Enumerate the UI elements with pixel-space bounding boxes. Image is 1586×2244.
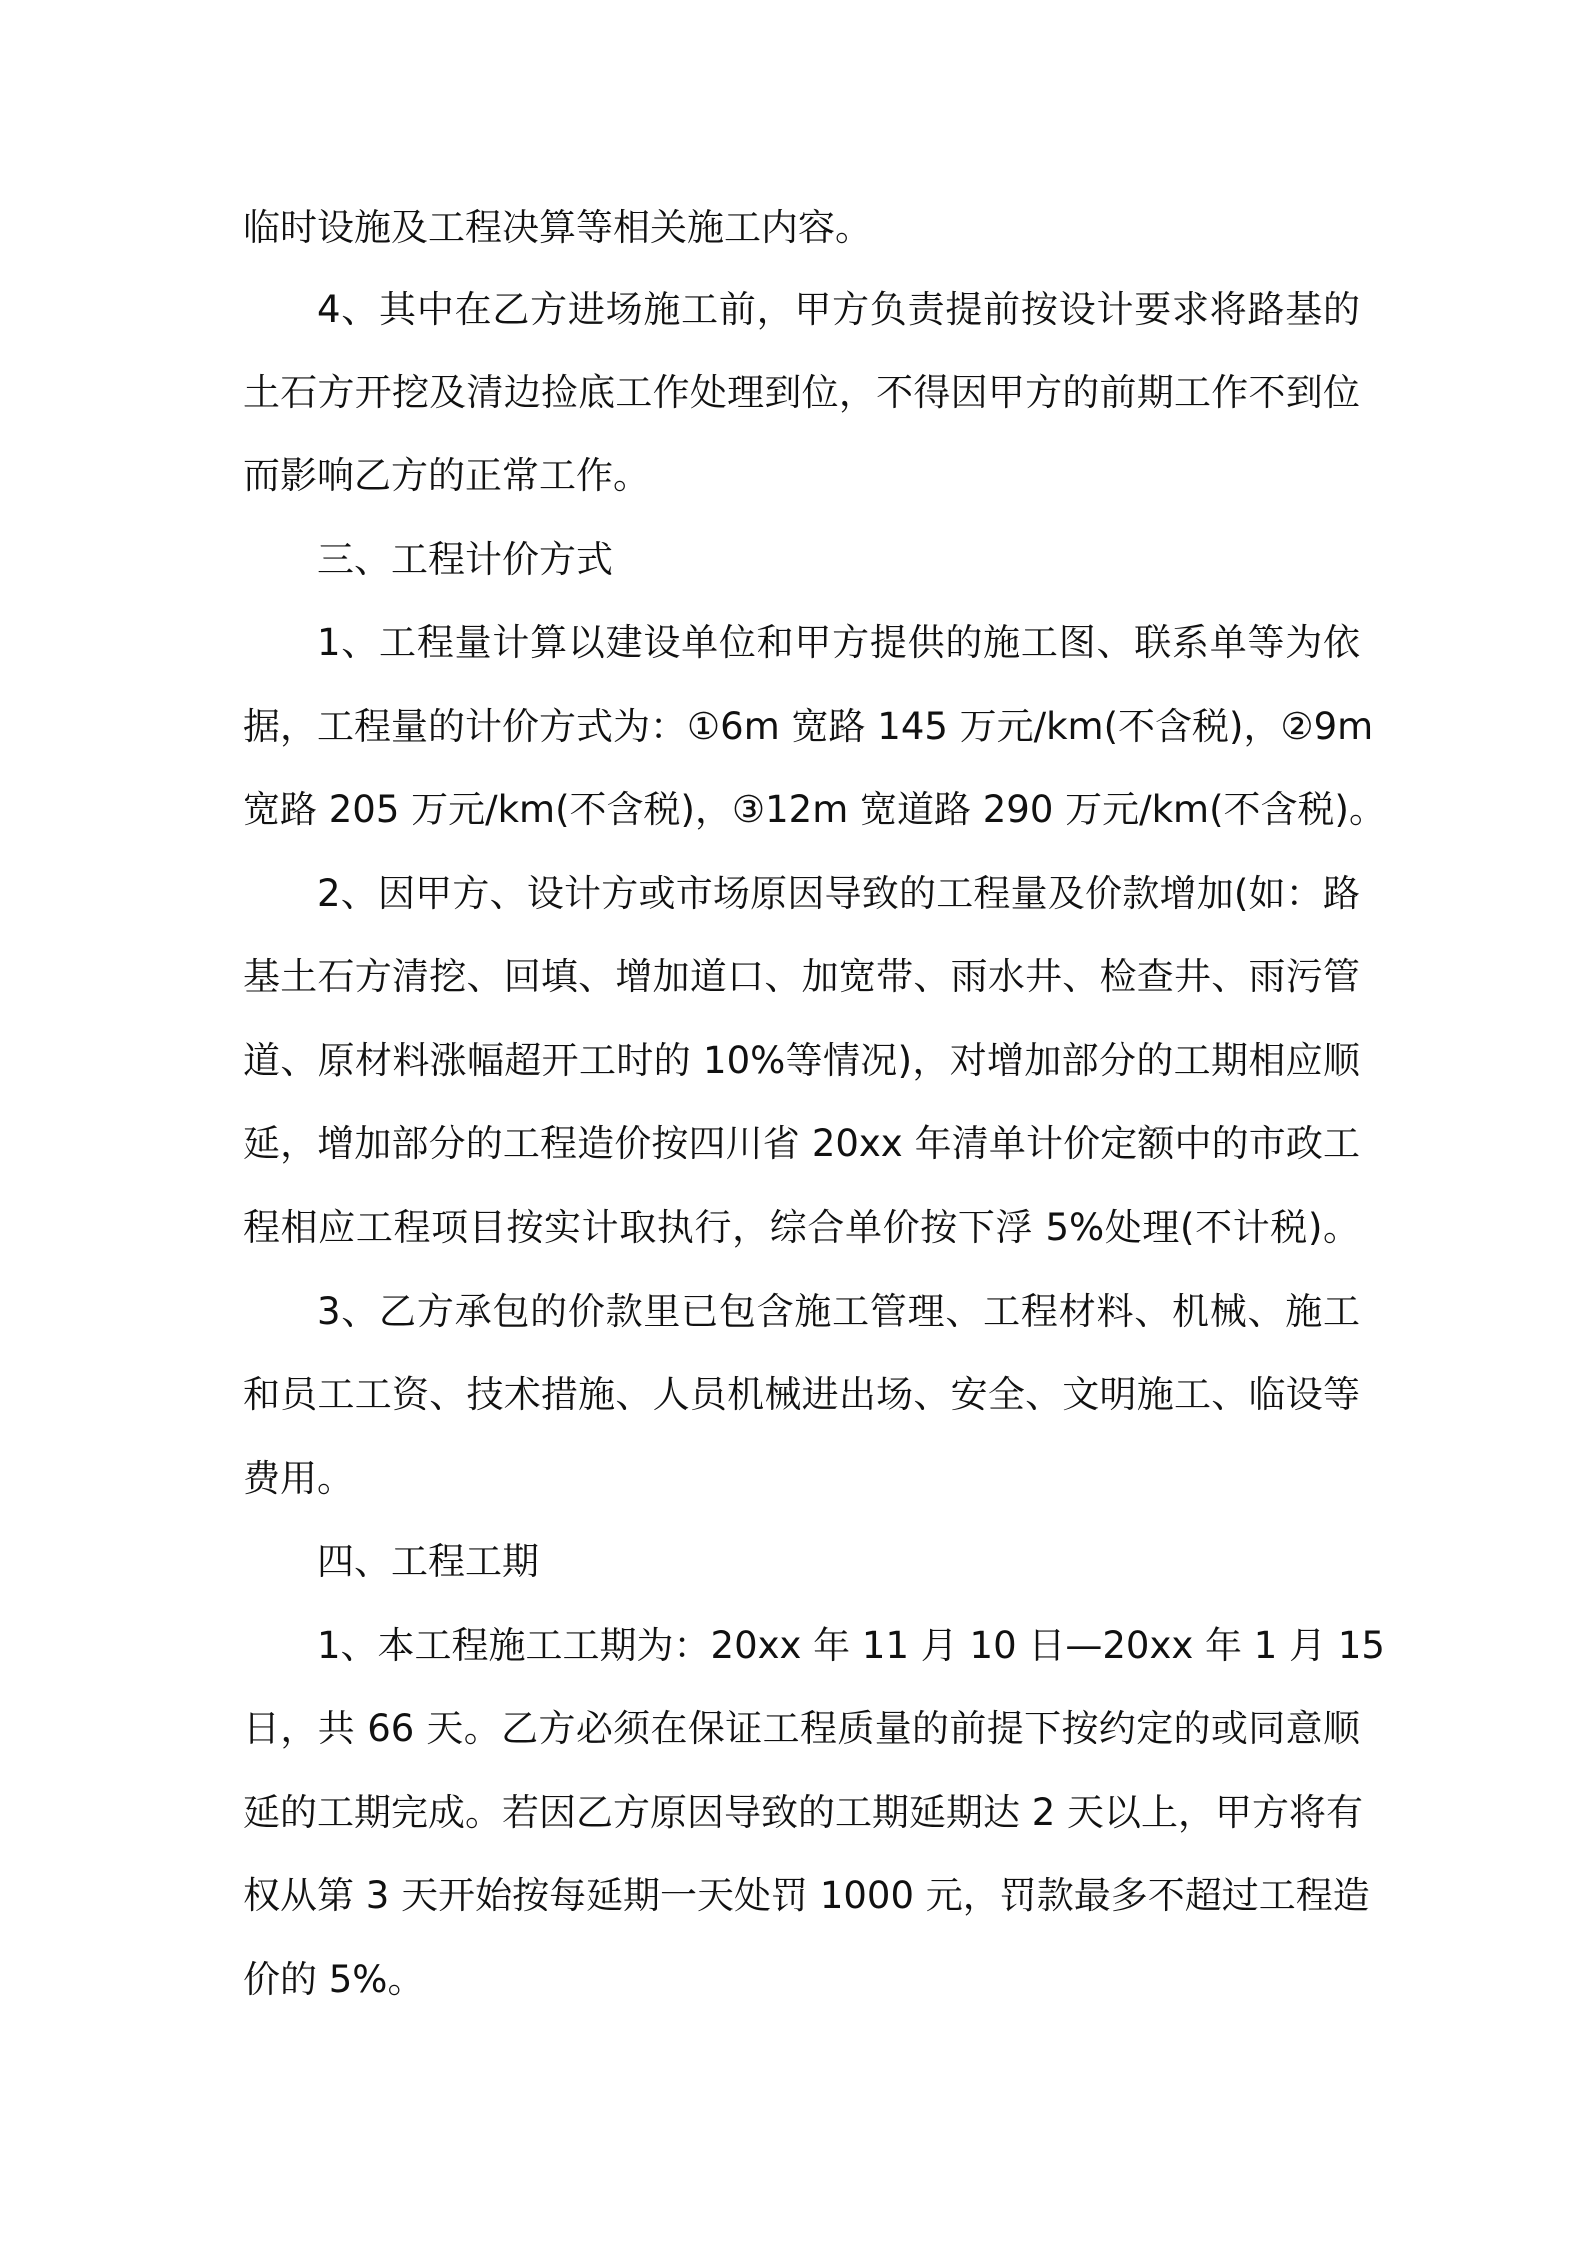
text-line <box>0 780 1586 840</box>
text-line <box>0 947 1586 1007</box>
text-line <box>0 1783 1586 1843</box>
line-text: 土石方开挖及清边捡底工作处理到位，不得因甲方的前期工作不到位 <box>243 371 1360 414</box>
line-text: 1、本工程施工工期为：20xx 年 11 月 10 日—20xx 年 1 月 15 <box>317 1624 1385 1667</box>
line-text: 程相应工程项目按实计取执行，综合单价按下浮 5%处理(不计税)。 <box>243 1206 1360 1249</box>
line-text: 1、工程量计算以建设单位和甲方提供的施工图、联系单等为依 <box>317 621 1360 664</box>
text-line <box>0 1114 1586 1174</box>
text-line <box>0 1282 1586 1342</box>
text-line <box>0 198 1586 258</box>
line-text: 三、工程计价方式 <box>317 538 613 581</box>
text-line <box>0 280 1586 340</box>
text-line <box>0 697 1586 757</box>
line-text: 延，增加部分的工程造价按四川省 20xx 年清单计价定额中的市政工 <box>243 1122 1360 1165</box>
text-line <box>0 1616 1586 1676</box>
text-line <box>0 1449 1586 1509</box>
line-text: 据，工程量的计价方式为：①6m 宽路 145 万元/km(不含税)，②9m <box>243 705 1374 748</box>
line-text: 延的工期完成。若因乙方原因导致的工期延期达 2 天以上，甲方将有 <box>243 1791 1364 1834</box>
section-heading <box>0 530 1586 590</box>
text-line <box>0 864 1586 924</box>
line-text: 宽路 205 万元/km(不含税)，③12m 宽道路 290 万元/km(不含税)。 <box>243 788 1386 831</box>
line-text: 基土石方清挖、回填、增加道口、加宽带、雨水井、检查井、雨污管 <box>243 955 1360 998</box>
line-text: 4、其中在乙方进场施工前，甲方负责提前按设计要求将路基的 <box>317 288 1360 331</box>
line-text: 权从第 3 天开始按每延期一天处罚 1000 元，罚款最多不超过工程造 <box>243 1874 1370 1917</box>
text-line <box>0 1365 1586 1425</box>
line-text: 2、因甲方、设计方或市场原因导致的工程量及价款增加(如：路 <box>317 872 1360 915</box>
line-text: 道、原材料涨幅超开工时的 10%等情况)，对增加部分的工期相应顺 <box>243 1039 1360 1082</box>
line-text: 3、乙方承包的价款里已包含施工管理、工程材料、机械、施工 <box>317 1290 1360 1333</box>
text-line <box>0 1031 1586 1091</box>
line-text: 日，共 66 天。乙方必须在保证工程质量的前提下按约定的或同意顺 <box>243 1707 1360 1750</box>
line-text: 费用。 <box>243 1457 354 1500</box>
line-text: 和员工工资、技术措施、人员机械进出场、安全、文明施工、临设等 <box>243 1373 1360 1416</box>
line-text: 价的 5%。 <box>243 1958 425 2001</box>
text-line <box>0 1950 1586 2010</box>
text-line <box>0 1198 1586 1258</box>
text-line <box>0 1699 1586 1759</box>
line-text: 四、工程工期 <box>317 1540 539 1583</box>
text-line <box>0 613 1586 673</box>
section-heading <box>0 1532 1586 1592</box>
text-line <box>0 363 1586 423</box>
line-text: 而影响乙方的正常工作。 <box>243 454 650 497</box>
line-text: 临时设施及工程决算等相关施工内容。 <box>243 206 872 249</box>
text-line <box>0 1866 1586 1926</box>
text-line <box>0 446 1586 506</box>
